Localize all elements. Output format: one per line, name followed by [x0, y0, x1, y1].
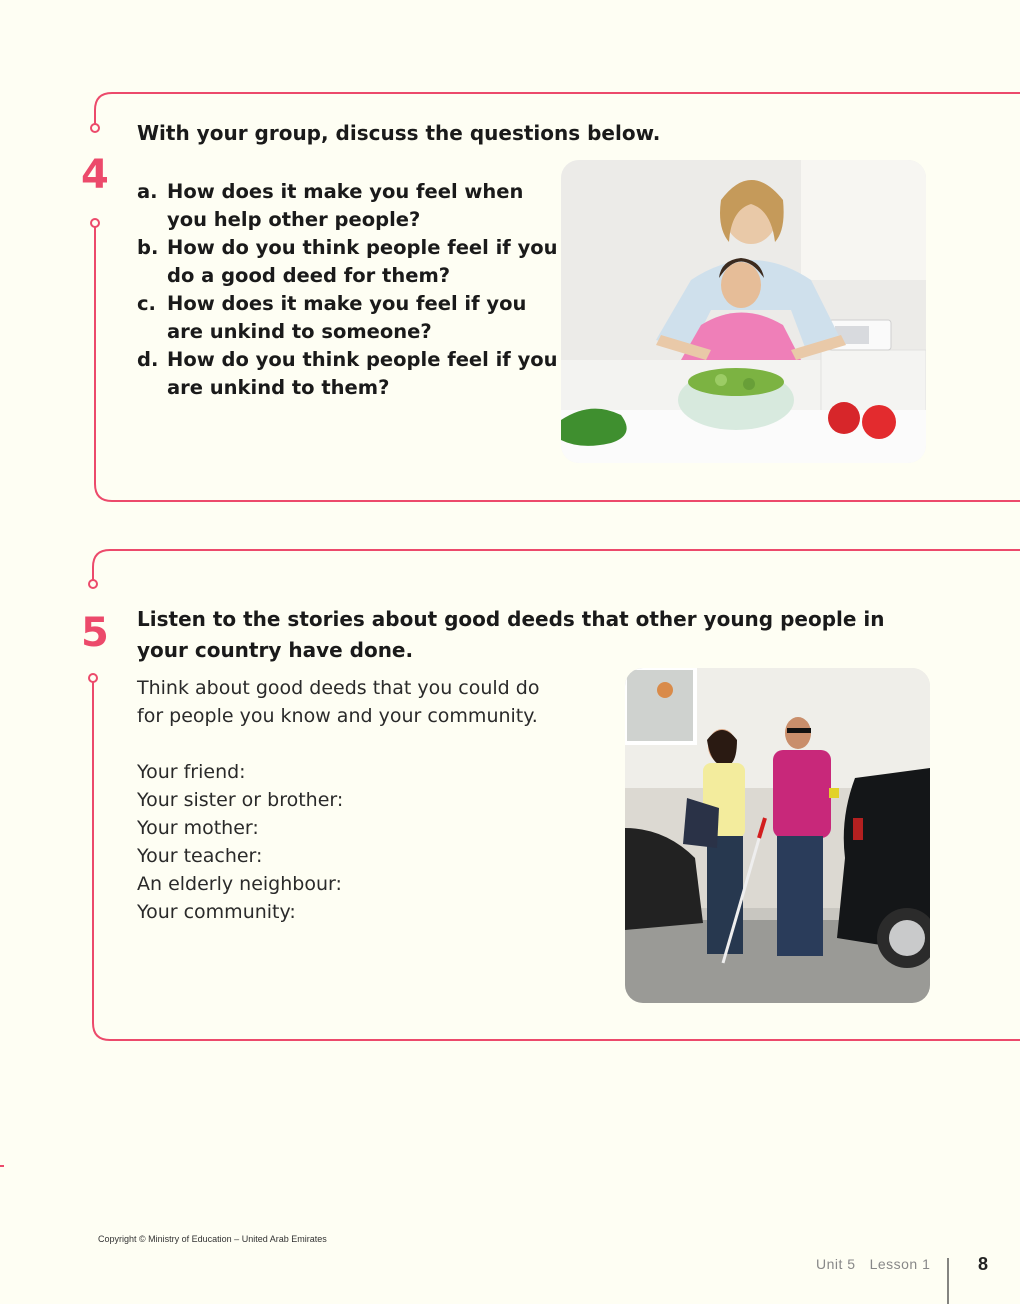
question-item: [137, 346, 567, 402]
prompt-item: Your teacher:: [137, 845, 263, 867]
question-text: How do you think people feel if you do a good deed for them?: [167, 236, 558, 287]
question-item: [137, 178, 567, 234]
question-letter: a.: [137, 180, 158, 203]
section-4-number: 4: [81, 152, 109, 198]
question-item: [137, 234, 567, 290]
prompt-list: [137, 758, 537, 926]
section-5-heading: Listen to the stories about good deeds that other young people in your country have done.: [137, 607, 885, 662]
lesson-label: Lesson 1: [869, 1256, 931, 1272]
section-5-number: 5: [81, 610, 109, 656]
page-number: 8: [978, 1254, 989, 1274]
photo-helping-blind-man: [625, 668, 930, 1003]
prompt-item: An elderly neighbour:: [137, 873, 342, 895]
prompt-item: Your mother:: [137, 817, 259, 839]
question-text: How does it make you feel if you are unkind to someone?: [167, 292, 527, 343]
copyright-notice: Copyright © Ministry of Education – United Arab Emirates: [98, 1234, 327, 1244]
question-item: [137, 290, 567, 346]
question-letter: c.: [137, 292, 156, 315]
question-letter: b.: [137, 236, 159, 259]
section-4-heading: With your group, discuss the questions below.: [137, 121, 661, 145]
question-text: How does it make you feel when you help other people?: [167, 180, 524, 231]
question-text: How do you think people feel if you are unkind to them?: [167, 348, 558, 399]
prompt-item: Your community:: [137, 901, 296, 923]
prompt-item: Your friend:: [137, 761, 246, 783]
question-letter: d.: [137, 348, 159, 371]
photo-mother-daughter-salad: [561, 160, 926, 463]
question-list: [137, 178, 567, 402]
prompt-item: Your sister or brother:: [137, 789, 344, 811]
unit-lesson-label: [816, 1256, 944, 1272]
section-5-intro: Think about good deeds that you could do for people you know and your community.: [137, 677, 540, 727]
unit-label: Unit 5: [816, 1256, 856, 1272]
